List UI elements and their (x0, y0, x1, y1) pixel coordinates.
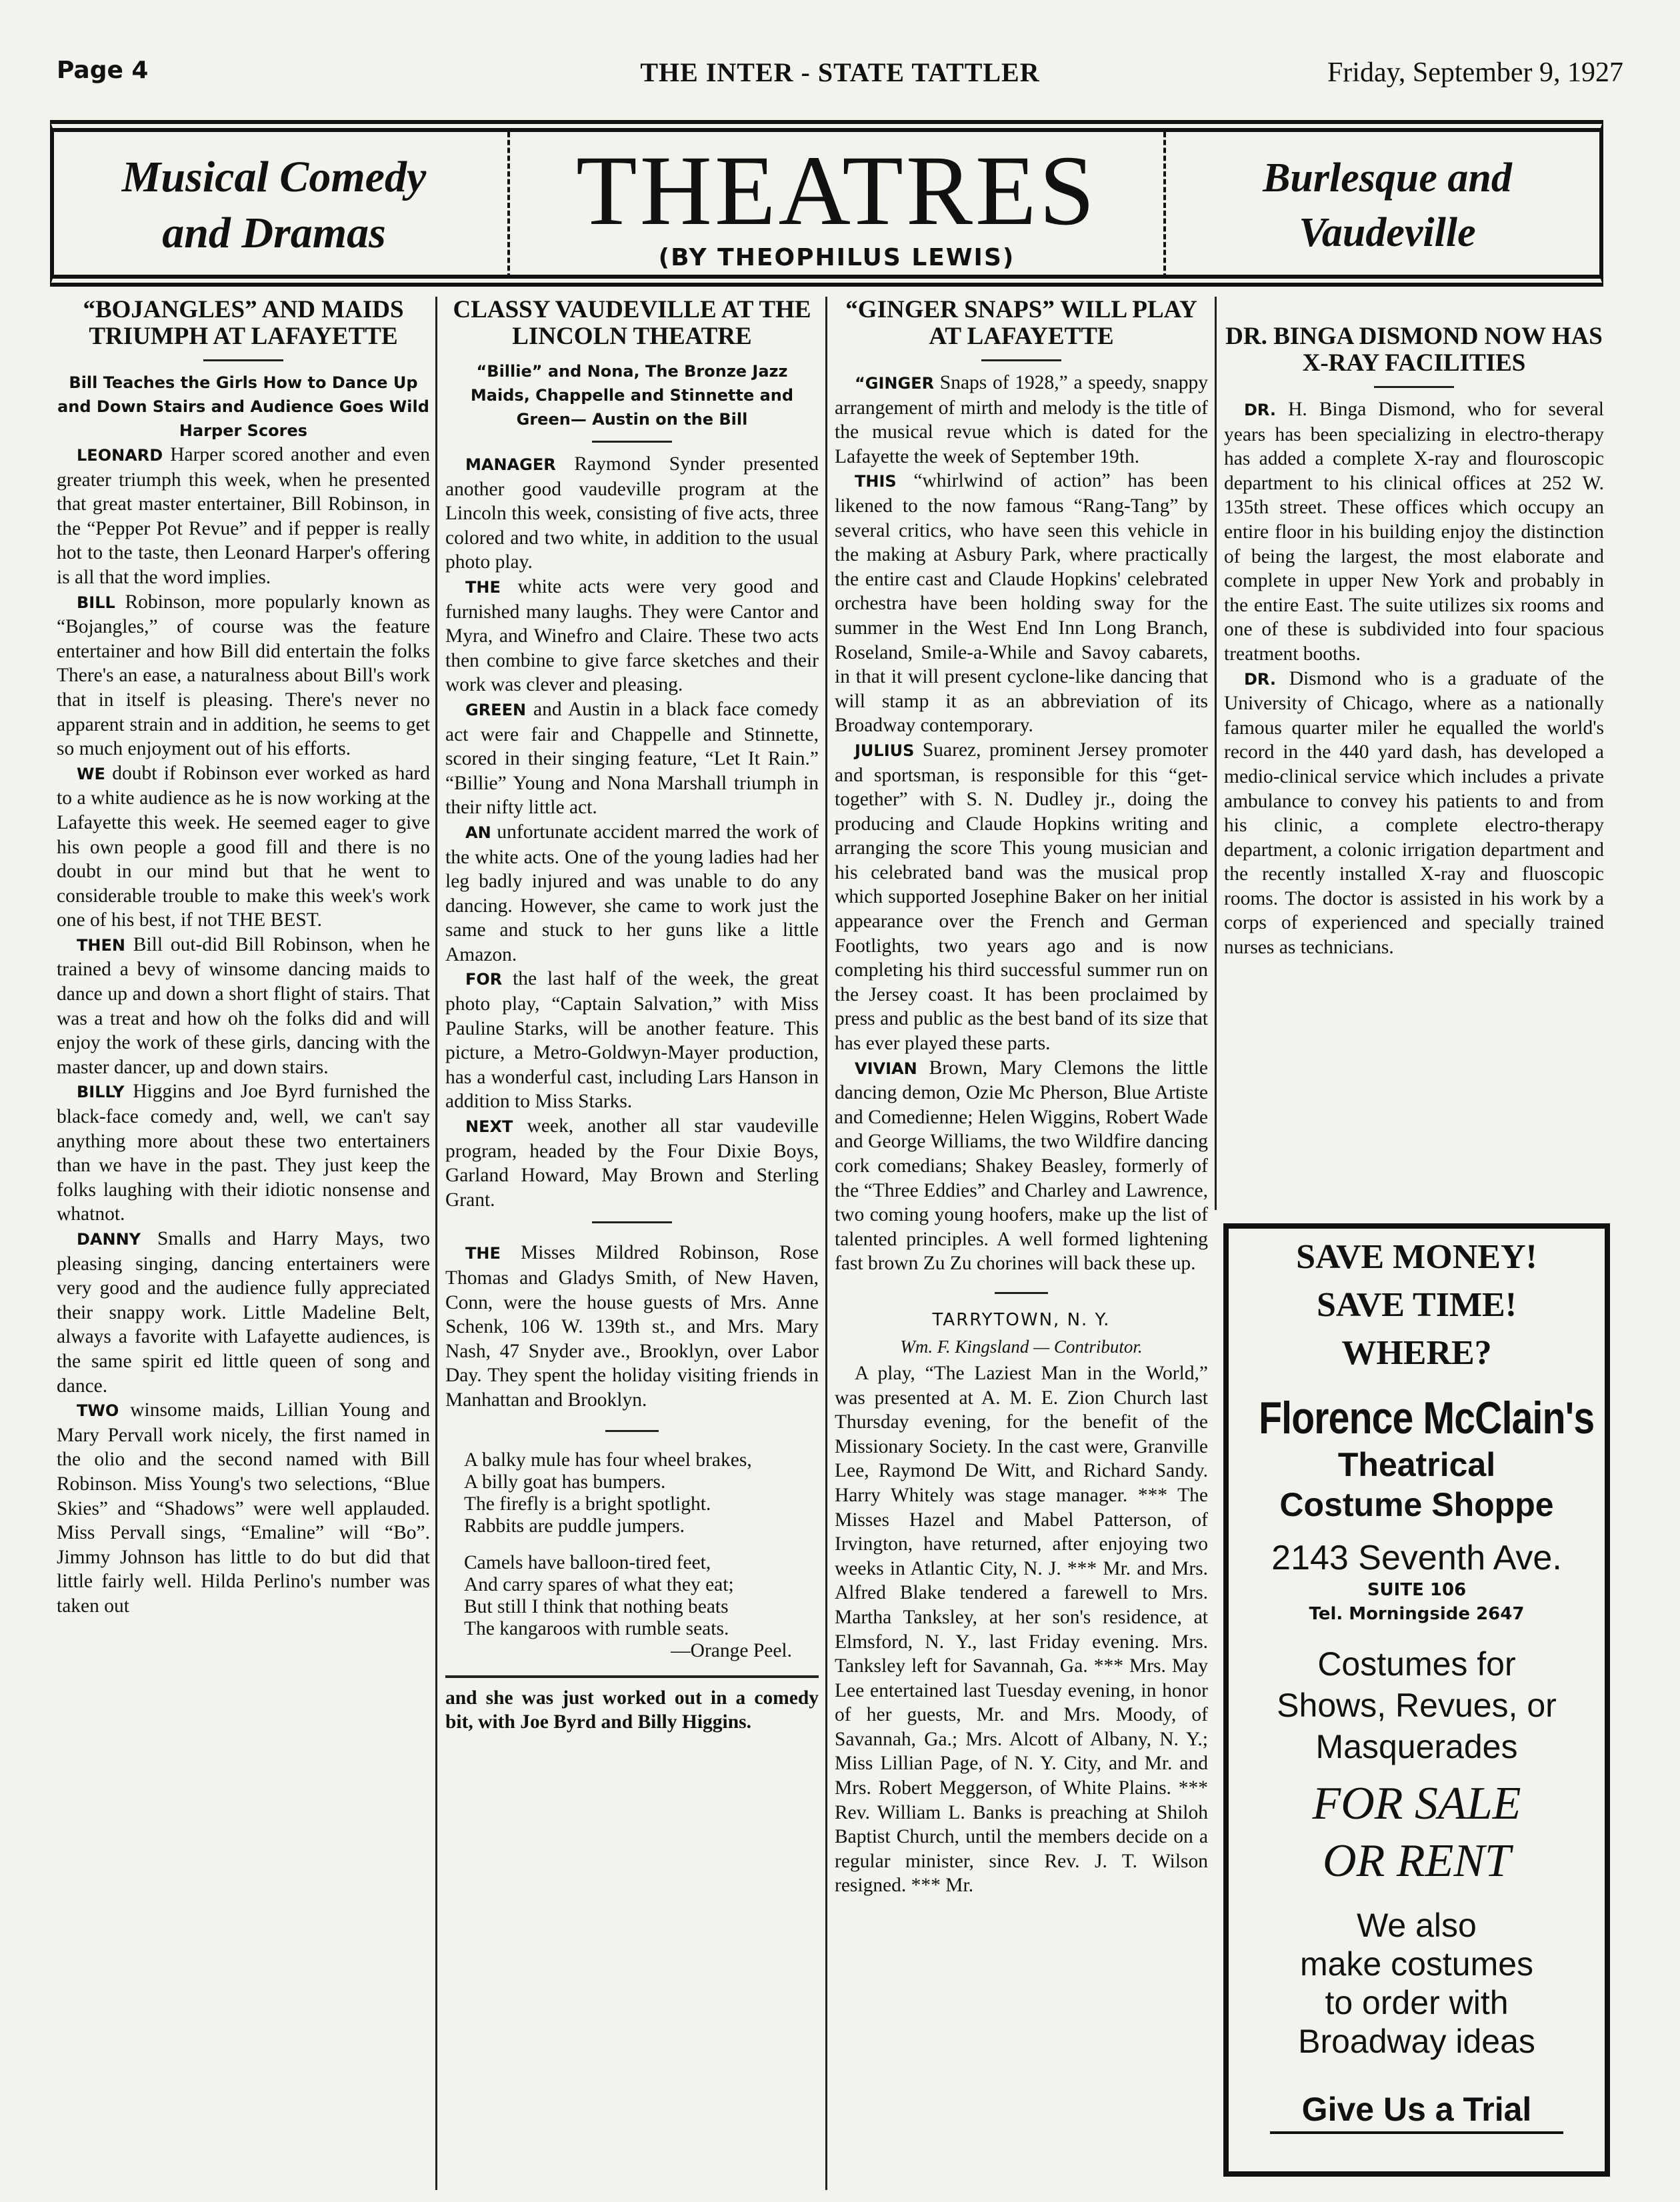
headline: CLASSY VAUDEVILLE AT THE LINCOLN THEATRE (453, 296, 811, 350)
article-body (1224, 397, 1604, 960)
ad-line: SAVE MONEY! (1296, 1238, 1537, 1276)
divider (981, 359, 1061, 361)
section-title: THEATRES (576, 135, 1097, 246)
continued-text: and she was just worked out in a comedy bit, with Joe Byrd and Billy Higgins. (445, 1687, 819, 1733)
banner-right-line1: Burlesque and (1263, 155, 1512, 201)
paragraph: THIS “whirlwind of action” has been likened to the now famous “Rang-Tang” by several critics, who have seen this vehicle in the making at Asbury Park, where practically the entire cast and Claude Hopkins' celebrated orchestra have been holding sway for the summer in the West End Inn Long Branch, Roseland, Smile-a-While and Savoy cabarets, in that it will present cyclone-like dancing that will stamp it as an abbreviation of its Broadway contemporary. (835, 470, 1208, 737)
theatres-banner (50, 120, 1603, 287)
column-rule (435, 297, 437, 2190)
section-byline: (BY THEOPHILUS LEWIS) (658, 244, 1015, 271)
paragraph: FOR the last half of the week, the great photo play, “Captain Salvation,” with Miss Pauline Starks, will be another feature. This picture, a Metro-Goldwyn-Mayer production, has a wonderful cast, including Lars Hanson in addition to Miss Starks. (445, 968, 819, 1113)
banner-center-panel (507, 132, 1166, 279)
paragraph: JULIUS Suarez, prominent Jersey promoter and sportsman, is responsible for this “get-together” with S. N. Dudley jr., doing the producing and Claude Hopkins writing and arranging the score This young musician and his celebrated band was the musical prop which supported Josephine Baker on her initial appearance over the French and German Footlights, two years ago and is now completing his third successful summer run on the Jersey coast. It has been proclaimed by press and public as the best band of its size that has ever played these parts. (835, 739, 1208, 1055)
shop-name-line: Costume Shoppe (1279, 1486, 1554, 1523)
poem-line: Rabbits are puddle jumpers. (464, 1515, 685, 1537)
ad-line: to order with (1325, 1984, 1509, 2021)
ad-line: Costumes for (1317, 1645, 1516, 1683)
poem-line: A billy goat has bumpers. (464, 1471, 666, 1493)
contributor: Wm. F. Kingsland — Contributor. (900, 1336, 1143, 1357)
shop-address: 2143 Seventh Ave. (1271, 1539, 1562, 1577)
ad-line: We also (1357, 1907, 1477, 1944)
paragraph: A play, “The Laziest Man in the World,” was presented at A. M. E. Zion Church last Thursday evening, for the benefit of the Missionary Society. In the cast were, Granville Lee, Raymond De Witt, and Richard Sandy. Harry Whitely was stage manager. *** The Misses Hazel and Mabel Patterson, of Irvington, have returned, after enjoying two weeks in Atlantic City, N. J. *** Mr. and Mrs. Alfred Blake tendered a farewell to Mrs. Martha Tanksley, at her son's residence, at Elmsford, N. Y., last Friday evening. Mrs. Tanksley left for Savannah, Ga. *** Mrs. May Lee entertained last Tuesday evening, in honor of her guests, Mr. and Mrs. Moody, of Savannah, Ga.; Mrs. Alcott of Albany, N. Y.; Miss Lillian Page, of N. Y. City, and Mr. and Mrs. Robert Meggerson, of White Plains. *** Rev. William L. Banks is preaching at Shiloh Baptist Church, until the members decide on a regular minister, since Rev. J. T. Wilson resigned. *** Mr. (835, 1362, 1208, 1897)
paragraph: BILL Robinson, more popularly known as “Bojangles,” of course was the feature entertainer and how Bill did entertain the folks There's an ease, a naturalness about Bill's work that in itself is pleasing. There's never no apparent strain and in addition, he seems to get so much enjoyment out of his efforts. (57, 591, 430, 760)
page-number: Page 4 (57, 57, 149, 84)
divider (592, 441, 672, 443)
paragraph: DANNY Smalls and Harry Mays, two pleasing singing, dancing entertainers were very good and the audience fully appreciated their snappy work. Little Madeline Belt, always a favorite with Lafayette audiences, is the same spirit ed little queen of song and dance. (57, 1228, 430, 1397)
subheadline: Bill Teaches the Girls How to Dance Up and Down Stairs and Audience Goes Wild Harper Scores (57, 373, 429, 440)
headline: DR. BINGA DISMOND NOW HAS X-RAY FACILITIES (1225, 323, 1603, 377)
column-rule (1215, 297, 1217, 1210)
paragraph: THEN Bill out-did Bill Robinson, when he trained a bevy of winsome dancing maids to dance up and down a short flight of stairs. That was a treat and how oh the folks did and will enjoy the work of these girls, dancing with the master dancer, up and down stairs. (57, 933, 430, 1078)
poem-line: And carry spares of what they eat; (464, 1573, 734, 1595)
paragraph: THE white acts were very good and furnished many laughs. They were Cantor and Myra, and Winefro and Claire. These two acts then combine to give farce sketches and their work was clever and pleasing. (445, 575, 819, 696)
poem-line: A balky mule has four wheel brakes, (464, 1449, 752, 1471)
article-body (835, 371, 1208, 1276)
ad-line: make costumes (1299, 1945, 1534, 1983)
ad-line: WHERE? (1341, 1334, 1492, 1372)
divider (995, 1292, 1048, 1294)
divider (203, 359, 283, 361)
article-body (57, 443, 430, 1619)
shop-owner-name: Florence McClain's (1259, 1393, 1595, 1443)
tarrytown-news (835, 1361, 1208, 1898)
banner-left-line1: Musical Comedy (121, 153, 427, 201)
article-dismond (1224, 297, 1604, 960)
banner-left-line2: and Dramas (162, 209, 386, 257)
ad-line: SAVE TIME! (1316, 1286, 1517, 1324)
personal-note (445, 1241, 819, 1412)
paragraph: WE doubt if Robinson ever worked as hard to a white audience as he is now working at the Lafayette this week. He seemed eager to give his own people a good fill and there is no doubt in our mind but that he went to considerable trouble to make this week's work one of his best, if not THE BEST. (57, 762, 430, 931)
paragraph: “GINGER Snaps of 1928,” a speedy, snappy arrangement of mirth and melody is the title of the musical revue which is dated for the Lafayette the week of September 19th. (835, 372, 1208, 467)
column-rule (825, 297, 827, 2190)
divider (1374, 386, 1454, 388)
poem-line: Camels have balloon-tired feet, (464, 1551, 711, 1573)
ad-call-to-action: Give Us a Trial (1301, 2091, 1532, 2128)
paragraph: AN unfortunate accident marred the work of the white acts. One of the young ladies had her leg badly injured and was unable to do any dancing. However, she came to work just the same and stuck to her guns like a little Amazon. (445, 821, 819, 965)
shop-telephone: Tel. Morningside 2647 (1309, 1604, 1525, 1624)
poem-line: The firefly is a bright spotlight. (464, 1493, 711, 1515)
paragraph: LEONARD Harper scored another and even greater triumph this week, when he presented that great master entertainer, Bill Robinson, in the “Pepper Pot Revue” and if pepper is really hot to the taste, then Leonard Harper's offering is all that the word implies. (57, 444, 430, 588)
divider (605, 1430, 659, 1432)
issue-date: Friday, September 9, 1927 (1327, 57, 1623, 88)
ad-line: FOR SALE (1312, 1778, 1521, 1829)
ad-line: OR RENT (1323, 1835, 1511, 1887)
poem-credit: —Orange Peel. (671, 1639, 792, 1661)
paragraph: MANAGER Raymond Synder presented another good vaudeville program at the Lincoln this week, consisting of five acts, three colored and two white, in addition to the usual photo play. (445, 453, 819, 573)
shop-suite: SUITE 106 (1367, 1580, 1467, 1600)
banner-right-line2: Vaudeville (1299, 210, 1476, 255)
article-bojangles (57, 297, 430, 1619)
newspaper-name: THE INTER - STATE TATTLER (640, 57, 1040, 87)
divider (592, 1221, 672, 1223)
article-ginger-snaps (835, 297, 1208, 1898)
divider (445, 1675, 819, 1678)
paragraph: VIVIAN Brown, Mary Clemons the little dancing demon, Ozie Mc Pherson, Blue Artiste and Comedienne; Helen Wiggins, Robert Wade and George Williams, the two Wildfire dancing cork comedians; Shakey Beasley, formerly of the “Three Eddies” and Charley and Lawrence, two coming young hoofers, make up the list of talented principles. A well formed lightening fast brown Zu Zu chorines will back these up. (835, 1057, 1208, 1275)
divider (1270, 2131, 1563, 2134)
headline: “GINGER SNAPS” WILL PLAY AT LAFAYETTE (845, 296, 1197, 350)
ad-line: Broadway ideas (1298, 2023, 1535, 2060)
paragraph: DR. Dismond who is a graduate of the University of Chicago, where as a nationally famous quarter miler he equalled the world's record in the 440 yard dash, has developed a medio-clinical service which includes a private ambulance to convey his patients to and from his clinic, a complete electro-therapy department, a colonic irrigation department and the recently installed X-ray and fluoscopic rooms. The doctor is assisted in his work by a corps of experienced and specially trained nurses as technicians. (1224, 667, 1604, 959)
poem (445, 1449, 819, 1662)
dateline: TARRYTOWN, N. Y. (932, 1309, 1111, 1330)
shop-name-line: Theatrical (1337, 1446, 1496, 1483)
paragraph: TWO winsome maids, Lillian Young and Mary Pervall work nicely, the first named in the olio and the second named with Bill Robinson. Miss Young's two selections, “Blue Skies” and “Shadows” were well applauded. Miss Pervall sings, “Emaline” will “Bo”. Jimmy Johnson has little to do but did that little fairly well. Hilda Perlino's number was taken out (57, 1399, 430, 1617)
paragraph: THE Misses Mildred Robinson, Rose Thomas and Gladys Smith, of New Haven, Conn, were the house guests of Mrs. Anne Schenk, 106 W. 139th st., and Mrs. Mary Nash, 47 Snyder ave., Brooklyn, over Labor Day. They spent the holiday visiting friends in Manhattan and Brooklyn. (445, 1242, 819, 1411)
paragraph: DR. H. Binga Dismond, who for several years has been specializing in electro-therapy has added a complete X-ray and flouroscopic department to his clinical offices at 252 W. 135th street. These offices which occupy an entire floor in his building enjoy the distinction of being the largest, the most elaborate and complete in upper New York and probably in the entire East. The suite utilizes six rooms and one of these is subdivided into four spacious treatment booths. (1224, 399, 1604, 665)
poem-line: But still I think that nothing beats (464, 1595, 729, 1617)
headline: “BOJANGLES” AND MAIDS TRIUMPH AT LAFAYETTE (83, 296, 404, 350)
article-body (445, 452, 819, 1212)
article-lincoln (445, 297, 819, 1735)
ad-line: Shows, Revues, or (1277, 1687, 1557, 1724)
banner-left-panel (54, 132, 494, 279)
paragraph: NEXT week, another all star vaudeville program, headed by the Four Dixie Boys, Garland Howard, May Brown and Sterling Grant. (445, 1115, 819, 1211)
poem-line (445, 1537, 819, 1552)
paragraph: BILLY Higgins and Joe Byrd furnished the black-face comedy and, well, we can't say anything more about these two entertainers than we have in the past. They just keep the folks laughing with their idiotic nonsense and whatnot. (57, 1081, 430, 1225)
ad-line: Masquerades (1315, 1728, 1518, 1765)
paragraph: GREEN and Austin in a black face comedy act were fair and Chappelle and Stinnette, scored in their singing feature, “Let It Rain.” “Billie” Young and Nona Marshall triumph in their nifty little act. (445, 698, 819, 819)
subheadline: “Billie” and Nona, The Bronze Jazz Maids, Chappelle and Stinnette and Green— Austin on the Bill (470, 362, 794, 429)
costume-shop-advertisement (1223, 1223, 1610, 2177)
banner-right-panel (1174, 132, 1601, 279)
poem-line: The kangaroos with rumble seats. (464, 1617, 729, 1639)
